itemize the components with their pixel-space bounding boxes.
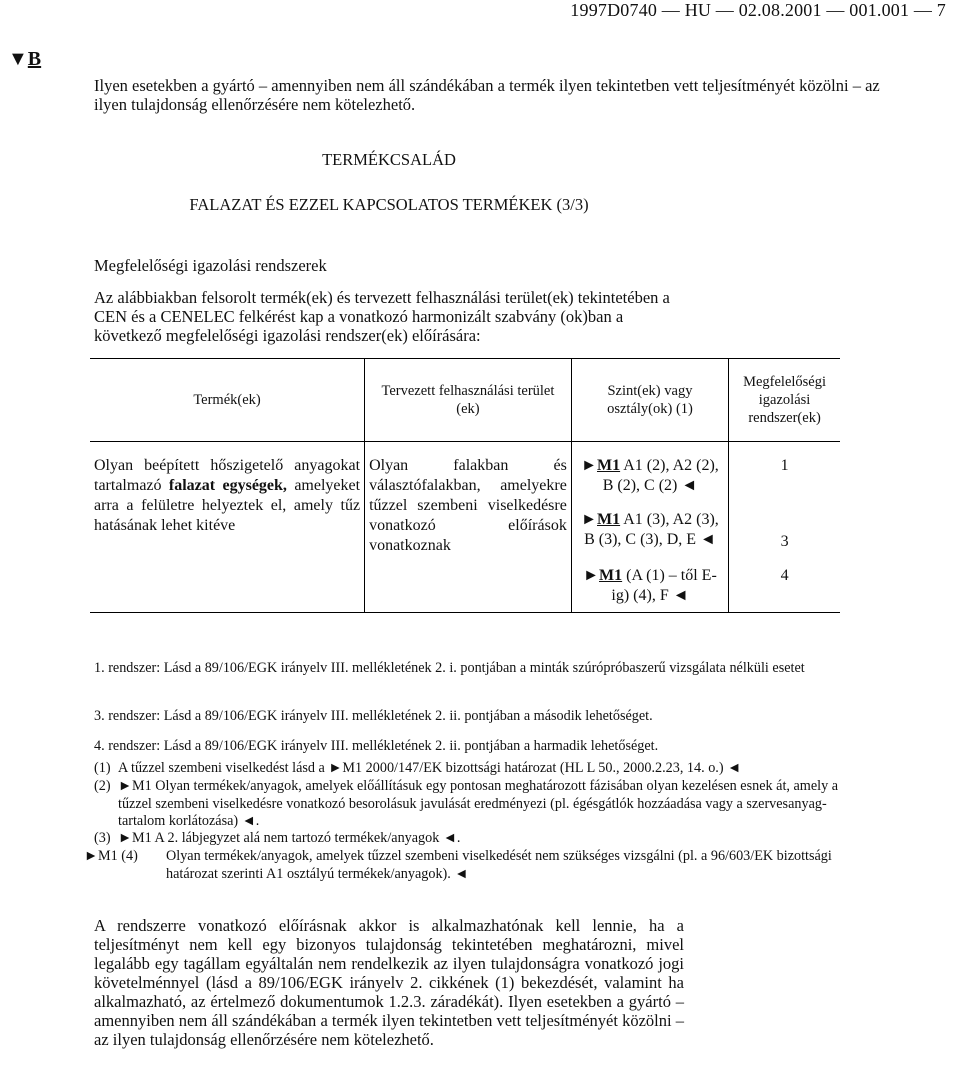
triangle-right-icon: ►	[581, 457, 597, 474]
product-cell: Olyan beépített hőszigetelő anyagokat tartalmazó falazat egységek, amelyeket arra a felületre helyeztek el, amely tűz hatásának lehet kitéve	[94, 457, 361, 534]
section-subheading: Megfelelőségi igazolási rendszerek	[94, 256, 327, 275]
table-row	[90, 442, 840, 563]
system-value: 3	[780, 533, 789, 550]
requirement-paragraph: Az alábbiakban felsorolt termék(ek) és tervezett felhasználási terület(ek) tekintetében a CEN és a CENELEC felkérést kap a vonatkozó harmonizált szabvány (ok)ban a következő megfelelőségi igazolási rendszer(ek) előírására:	[94, 288, 670, 345]
document-header: 1997D0740 — HU — 02.08.2001 — 001.001 — 7	[570, 0, 946, 20]
system-cell-2	[729, 562, 840, 613]
intended-use-cell: Olyan falakban és választófalakban, amelyekre tűzzel szembeni viselkedésre vonatkozó előírások vonatkoznak	[365, 442, 572, 563]
system-value: 1	[780, 457, 789, 474]
header-intended-use: Tervezett felhasználási terület (ek)	[365, 359, 572, 442]
triangle-down-icon: ▼	[8, 48, 28, 70]
triangle-left-icon: ◄	[681, 477, 698, 494]
system-cell-1	[729, 442, 840, 563]
level-cell-1: ►M1 A1 (2), A2 (2), B (2), C (2) ◄ ►M1 A1 (3), A2 (3), B (3), C (3), D, E ◄	[571, 442, 728, 563]
marker-label: B	[27, 48, 42, 70]
amendment-marker	[8, 48, 41, 71]
closing-paragraph: A rendszerre vonatkozó előírásnak akkor is alkalmazhatónak kell lennie, ha a teljesítményt nem kell egy bizonyos tulajdonság tekintetében meghatározni, mivel legalább egy tagállam egyáltalán nem rendelkezik az ilyen tulajdonságra vonatkozó jogi követelménnyel (lásd a 89/106/EGK irányelv 2. cikkének (1) bekezdését, valamint ha alkalmazható, az értelmező dokumentumok 1.2.3. záradékát). Ilyen esetekben a gyártó – amennyiben nem áll szándékában a termék ilyen tekintetben vett teljesítményét közölni – az ilyen tulajdonság ellenőrzésére nem kötelezhető.	[94, 916, 684, 1049]
triangle-left-icon: ◄	[700, 531, 716, 548]
footnote-4: ►M1 (4) Olyan termékek/anyagok, amelyek tűzzel szembeni viselkedését nem szükséges vizsgálni (pl. a 96/603/EK bizottsági határozat szerinti A1 osztályú termékek/anyagok). ◄	[84, 848, 832, 882]
header-products: Termék(ek)	[90, 359, 365, 442]
header-systems: Megfelelőségi igazolási rendszer(ek)	[729, 359, 840, 442]
triangle-right-icon: ►	[581, 511, 597, 528]
footnote-1: (1) A tűzzel szembeni viselkedést lásd a ►M1 2000/147/EK bizottsági határozat (HL L 50., 2000.2.23, 14. o.) ◄	[94, 760, 742, 776]
system-value: 4	[780, 567, 789, 584]
table-row	[90, 562, 840, 613]
attestation-table	[90, 358, 840, 613]
level-cell-2: ►M1 (A (1) – től E-ig) (4), F ◄	[571, 562, 728, 613]
system-note-1: 1. rendszer: Lásd a 89/106/EGK irányelv III. mellékletének 2. i. pontjában a minták szúrópróbaszerű vizsgálata nélküli esetet	[94, 660, 805, 676]
system-note-3: 3. rendszer: Lásd a 89/106/EGK irányelv III. mellékletének 2. ii. pontjában a második lehetőséget.	[94, 708, 653, 724]
table-header-row	[90, 359, 840, 442]
header-levels: Szint(ek) vagy osztály(ok) (1)	[571, 359, 728, 442]
footnote-2: (2) ►M1 Olyan termékek/anyagok, amelyek előállításuk egy pontosan meghatározott fázisában olyan kezelésen esnek át, amely a tűzzel szembeni viselkedésre vonatkozó besorolásuk javulását eredményezi (pl. égésgátlók hozzáadása vagy a szervesanyag-tartalom korlátozása) ◄.	[94, 778, 839, 829]
product-title: FALAZAT ÉS EZZEL KAPCSOLATOS TERMÉKEK (3/3)	[189, 195, 589, 214]
triangle-left-icon: ◄	[672, 587, 689, 604]
intro-paragraph: Ilyen esetekben a gyártó – amennyiben nem áll szándékában a termék ilyen tekintetben vett teljesítményét közölni – az ilyen tulajdonság ellenőrzésére nem kötelezhető.	[94, 76, 880, 114]
triangle-right-icon: ►	[583, 567, 600, 584]
footnote-3: (3) ►M1 A 2. lábjegyzet alá nem tartozó termékek/anyagok ◄.	[94, 830, 461, 846]
family-title: TERMÉKCSALÁD	[322, 150, 456, 169]
system-note-4: 4. rendszer: Lásd a 89/106/EGK irányelv III. mellékletének 2. ii. pontjában a harmadik lehetőséget.	[94, 738, 659, 754]
